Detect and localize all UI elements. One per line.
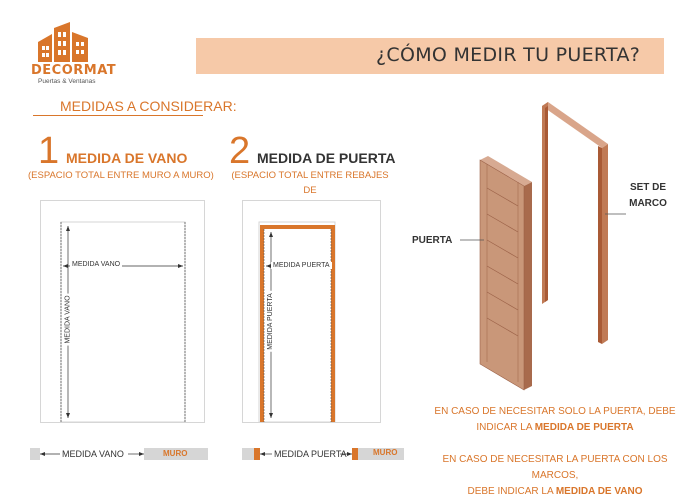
door-leaf bbox=[480, 156, 532, 390]
note1-emphasis: MEDIDA DE PUERTA bbox=[534, 422, 634, 433]
heading-underline bbox=[33, 115, 203, 116]
legend-puerta-label: MEDIDA PUERTA bbox=[274, 449, 347, 459]
note-door-only bbox=[430, 404, 680, 436]
note2-line2 bbox=[424, 484, 686, 500]
frame-label bbox=[626, 180, 670, 212]
note1-line1: EN CASO DE NECESITAR SOLO LA PUERTA, DEBE bbox=[434, 406, 676, 417]
step2-number: 2 bbox=[229, 130, 251, 172]
vano-horizontal-label: MEDIDA VANO bbox=[72, 261, 121, 268]
vano-vertical-label: MEDIDA VANO bbox=[64, 295, 72, 344]
frame-set bbox=[542, 102, 608, 344]
frame-label-line2: MARCO bbox=[629, 198, 667, 209]
brand-name: DECORMAT bbox=[31, 63, 117, 78]
legend-puerta-muro: MURO bbox=[373, 448, 398, 457]
puerta-horizontal-label: MEDIDA PUERTA bbox=[273, 262, 330, 269]
step2-title: MEDIDA DE PUERTA bbox=[257, 150, 396, 166]
step1-number: 1 bbox=[38, 130, 60, 172]
note2-emphasis: MEDIDA DE VANO bbox=[555, 486, 643, 497]
note2-line1: EN CASO DE NECESITAR LA PUERTA CON LOS MARCOS, bbox=[442, 454, 668, 481]
step1-title: MEDIDA DE VANO bbox=[66, 150, 188, 166]
step1-subtitle: (ESPACIO TOTAL ENTRE MURO A MURO) bbox=[28, 170, 214, 181]
door-frame-illustration bbox=[460, 100, 630, 400]
section-heading: MEDIDAS A CONSIDERAR: bbox=[60, 98, 237, 114]
note1-prefix: INDICAR LA bbox=[476, 422, 535, 433]
page-title: ¿CÓMO MEDIR TU PUERTA? bbox=[376, 44, 641, 66]
step2-subtitle-line1: (ESPACIO TOTAL ENTRE REBAJES DE bbox=[231, 170, 389, 196]
frame-label-line1: SET DE bbox=[629, 182, 667, 193]
note1-line2 bbox=[430, 420, 680, 436]
logo-icon bbox=[36, 20, 96, 64]
legend-vano-muro: MURO bbox=[163, 449, 188, 458]
note2-prefix: DEBE INDICAR LA bbox=[467, 486, 556, 497]
door-label: PUERTA bbox=[412, 235, 453, 246]
legend-vano-label: MEDIDA VANO bbox=[62, 449, 124, 459]
puerta-vertical-label: MEDIDA PUERTA bbox=[266, 293, 274, 350]
brand-tagline: Puertas & Ventanas bbox=[38, 78, 96, 85]
note-door-with-frame bbox=[424, 452, 686, 500]
